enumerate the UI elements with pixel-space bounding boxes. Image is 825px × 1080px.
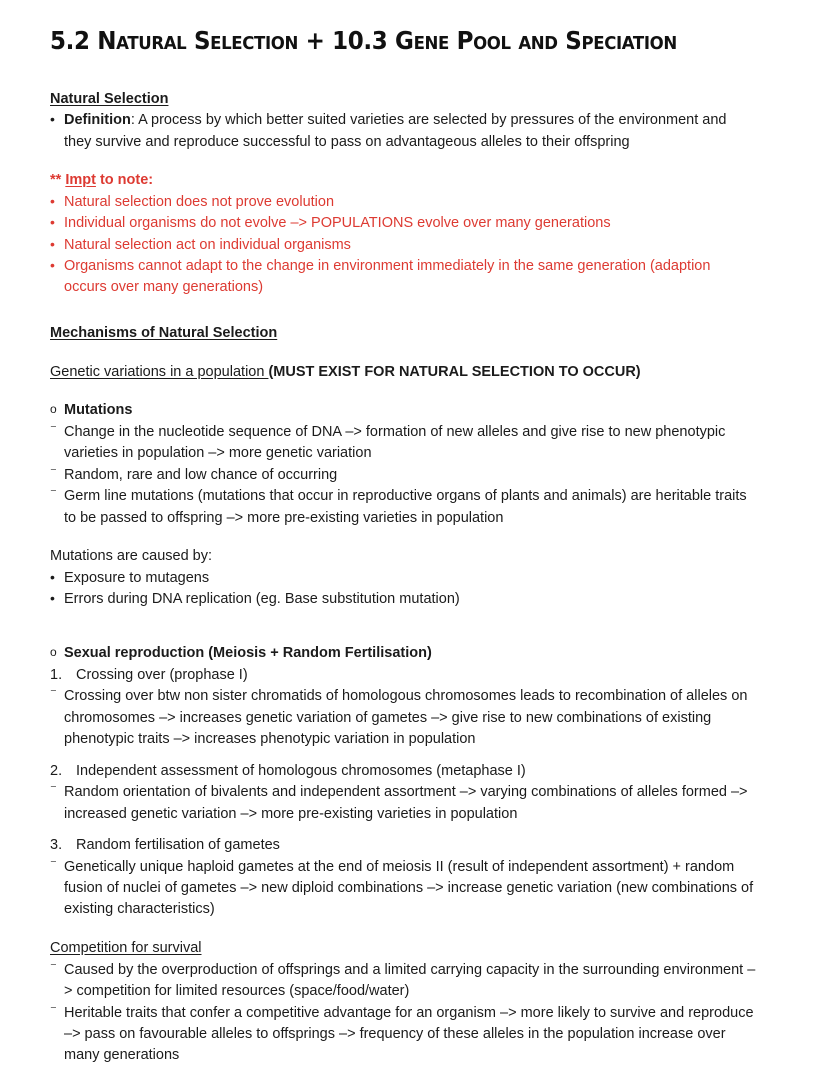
- bullet-dash-icon: ⁻: [50, 485, 57, 501]
- bullet-dash-icon: ⁻: [50, 420, 57, 436]
- heading-sexual-reproduction: Sexual reproduction (Meiosis + Random Fertilisation): [64, 645, 432, 662]
- impt-note-label: [50, 170, 756, 191]
- heading-sexual-reproduction-row: [50, 643, 756, 664]
- impt-note-item-text: Individual organisms do not evolve –> POPULATIONS evolve over many generations: [64, 215, 611, 232]
- bullet-dot-icon: •: [50, 590, 55, 606]
- spacer: [50, 153, 756, 170]
- step-number: 2.: [50, 762, 63, 779]
- definition-bullet-row: [50, 110, 756, 153]
- bullet-dot-icon: •: [50, 568, 55, 585]
- spacer: [50, 299, 756, 323]
- bullet-dot-icon: •: [50, 214, 55, 231]
- mutations-item-text: Germ line mutations (mutations that occur in reproductive organs of plants and animals) are heritable traits to be passed to offspring –> more pre-existing varieties in population: [64, 488, 747, 526]
- sexual-reproduction-step-detail-row: [50, 857, 756, 921]
- definition-separator: :: [130, 112, 139, 129]
- genetic-variations-bold: (MUST EXIST FOR NATURAL SELECTION TO OCCUR): [268, 363, 641, 380]
- competition-item: [50, 960, 756, 1003]
- bullet-dash-icon: ⁻: [50, 685, 57, 701]
- sexual-reproduction-step-detail-row: [50, 686, 756, 750]
- spacer: [50, 529, 756, 546]
- step-detail: Random orientation of bivalents and independent assortment –> varying combinations of alleles formed –> increased genetic variation –> more pre-existing varieties in population: [64, 784, 748, 822]
- mutations-item-text: Change in the nucleotide sequence of DNA –> formation of new alleles and give rise to new phenotypic varieties in population –> more genetic variation: [64, 423, 726, 462]
- subheading-genetic-variations: [50, 362, 756, 384]
- bullet-dash-icon: ⁻: [50, 958, 57, 974]
- bullet-dot-icon: •: [50, 192, 55, 209]
- step-number: 1.: [50, 666, 63, 683]
- impt-note-label-rest: to note:: [95, 172, 154, 189]
- heading-natural-selection: Natural Selection: [50, 90, 169, 107]
- definition-text-wrapper: [64, 110, 756, 153]
- competition-item-text: Caused by the overproduction of offsprings and a limited carrying capacity in the surrounding environment –> competition for limited resources (space/food/water): [64, 961, 756, 1000]
- heading-mutations: Mutations: [64, 402, 133, 419]
- heading-competition-text: Competition for survival: [50, 939, 202, 956]
- bullet-dot-icon: •: [50, 235, 55, 252]
- step-title: Random fertilisation of gametes: [76, 837, 280, 854]
- bullet-dash-icon: ⁻: [50, 855, 57, 871]
- spacer: [50, 751, 756, 761]
- mutations-cause-item: [50, 589, 756, 610]
- sexual-reproduction-step-title-row: [50, 835, 756, 856]
- bullet-circle-icon: o: [50, 402, 57, 417]
- heading-mechanisms: Mechanisms of Natural Selection: [50, 324, 278, 341]
- mutations-cause-text: Exposure to mutagens: [64, 569, 210, 586]
- bullet-circle-icon: o: [50, 645, 57, 660]
- definition-label: Definition: [64, 112, 131, 129]
- mutations-item: [50, 486, 756, 529]
- bullet-dash-icon: ⁻: [50, 1001, 57, 1017]
- genetic-variations-underlined: Genetic variations in a population: [50, 363, 269, 380]
- spacer: [50, 345, 756, 362]
- bullet-dot-icon: •: [50, 256, 55, 273]
- impt-note-item-text: Organisms cannot adapt to the change in environment immediately in the same generation (adaption occurs over many generations): [64, 257, 711, 296]
- step-number: 3.: [50, 837, 63, 854]
- step-title: Independent assessment of homologous chromosomes (metaphase I): [76, 762, 526, 779]
- sexual-reproduction-step-detail-row: [50, 782, 756, 825]
- impt-note-item: [50, 256, 756, 299]
- mutations-cause-text: Errors during DNA replication (eg. Base substitution mutation): [64, 591, 460, 607]
- spacer: [50, 921, 756, 938]
- mutations-causes-intro: Mutations are caused by:: [50, 548, 213, 565]
- impt-note-item: [50, 235, 756, 256]
- mutations-cause-item: [50, 568, 756, 589]
- spacer: [50, 610, 756, 643]
- definition-body: A process by which better suited varieties are selected by pressures of the environment and they survive and reproduce successful to pass on advantageous alleles to their offspring: [64, 112, 727, 150]
- sexual-reproduction-step-title-row: [50, 761, 756, 782]
- mutations-item-text: Random, rare and low chance of occurring: [64, 466, 338, 483]
- bullet-dot-icon: •: [50, 111, 55, 128]
- competition-item: [50, 1003, 756, 1067]
- impt-note-underlined-word: Impt: [65, 172, 96, 189]
- spacer: [50, 825, 756, 835]
- step-detail: Crossing over btw non sister chromatids of homologous chromosomes leads to recombination of alleles on chromosomes –> increases genetic variation of gametes –> give rise to new combinations of existing phenotypic traits –> increases phenotypic variation in population: [64, 688, 748, 748]
- document-content: [50, 27, 756, 1067]
- mutations-item: [50, 465, 756, 486]
- spacer: [50, 383, 756, 400]
- step-title: Crossing over (prophase I): [76, 666, 248, 683]
- competition-item-text: Heritable traits that confer a competitive advantage for an organism –> more likely to survive and reproduce –> pass on favourable alleles to offsprings –> frequency of these alleles in the population increase over many generations: [64, 1004, 754, 1064]
- heading-competition: [50, 938, 756, 960]
- impt-note-item: [50, 192, 756, 213]
- sexual-reproduction-step-title-row: [50, 665, 756, 686]
- bullet-dash-icon: ⁻: [50, 781, 57, 797]
- impt-note-item-text: Natural selection does not prove evolution: [64, 193, 335, 210]
- mutations-item: [50, 422, 756, 465]
- heading-mutations-row: [50, 400, 756, 421]
- impt-note-item: [50, 213, 756, 234]
- impt-note-item-text: Natural selection act on individual organisms: [64, 236, 351, 253]
- page-title: 5.2 Natural Selection + 10.3 Gene Pool and Speciation: [50, 26, 677, 55]
- bullet-dash-icon: ⁻: [50, 463, 57, 479]
- impt-note-stars: **: [50, 172, 66, 189]
- step-detail: Genetically unique haploid gametes at the end of meiosis II (result of independent assortment) + random fusion of nuclei of gametes –> new diploid combinations –> increase genetic variation (new combinations of existing characteristics): [64, 858, 754, 918]
